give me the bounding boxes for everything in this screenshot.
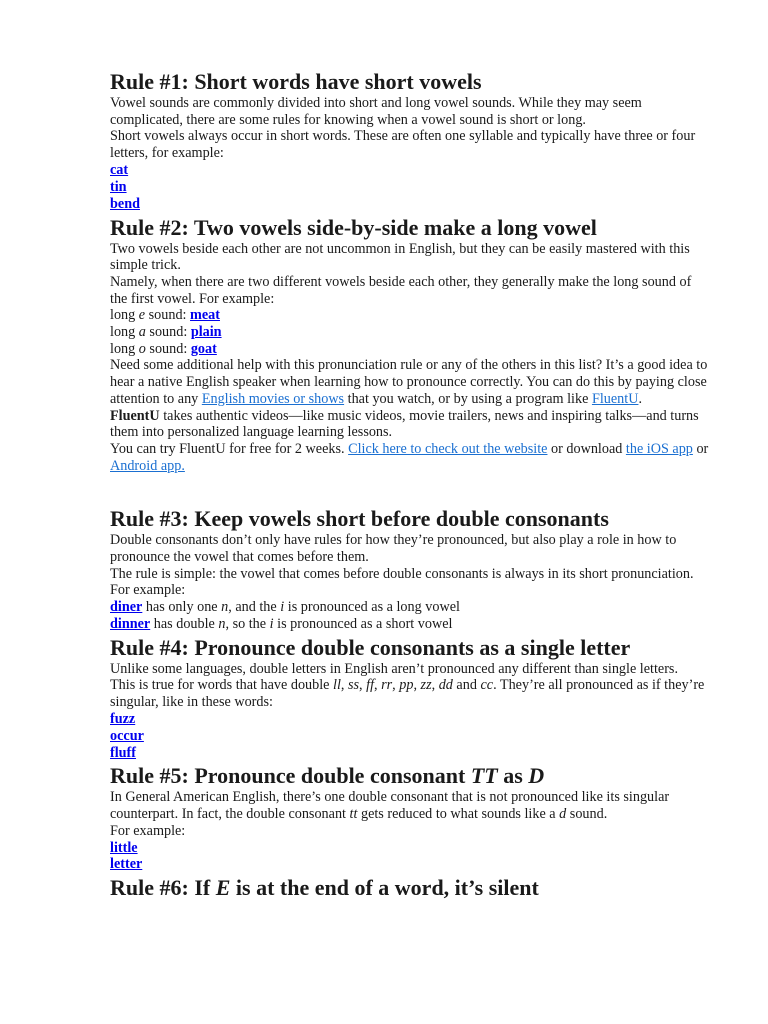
word-link-cat[interactable]: cat: [110, 161, 129, 178]
rule-2-example-e: long e sound: meat: [110, 307, 220, 324]
word-link-occur[interactable]: occur: [110, 727, 144, 744]
rule-4-heading: Rule #4: Pronounce double consonants as a single letter: [110, 634, 631, 660]
word-link-diner[interactable]: diner: [110, 599, 143, 616]
help-paragraph: Need some additional help with this pronunciation rule or any of the others in this list? It’s a good idea to hear a native English speaker when learning how to pronounce correctly. You can do this by paying close attention to any English movies or shows that you watch, or by using a program like FluentU.: [110, 357, 708, 407]
rule-3-example-diner: diner has only one n, and the i is pronounced as a long vowel: [110, 599, 460, 616]
rule-2-intro: Two vowels beside each other are not uncommon in English, but they can be easily mastered with this simple trick.: [110, 240, 690, 274]
rule-1-heading: Rule #1: Short words have short vowels: [110, 69, 482, 94]
rule-4-explanation: This is true for words that have double ll, ss, ff, rr, pp, zz, dd and cc. They’re all pronounced as if they’re singular, like in these words:: [110, 677, 705, 710]
rule-1-explanation: Short vowels always occur in short words. These are often one syllable and typically have three or four letters, for example:: [110, 128, 696, 162]
rule-3-explanation: The rule is simple: the vowel that comes before double consonants is always in its short pronunciation. For example:: [110, 565, 694, 599]
fluentu-link[interactable]: FluentU: [591, 390, 639, 407]
rule-2-heading: Rule #2: Two vowels side-by-side make a long vowel: [110, 214, 597, 240]
word-link-meat[interactable]: meat: [190, 307, 220, 324]
rule-2-example-a: long a sound: plain: [110, 324, 222, 341]
fluentu-paragraph: FluentU takes authentic videos—like music videos, movie trailers, news and inspiring talks—and turns them into personalized language learning lessons.: [110, 407, 699, 441]
website-link[interactable]: Click here to check out the website: [348, 440, 548, 457]
android-app-link[interactable]: Android app.: [110, 457, 185, 474]
rule-3-example-dinner: dinner has double n, so the i is pronounced as a short vowel: [110, 615, 453, 632]
word-link-goat[interactable]: goat: [190, 340, 217, 357]
rule-3-intro: Double consonants don’t only have rules for how they’re pronounced, but also play a role in how to pronounce the vowel that comes before them.: [110, 532, 677, 566]
fluentu-brand: FluentU: [110, 407, 160, 424]
rule-3-heading: Rule #3: Keep vowels short before double consonants: [110, 506, 609, 532]
word-link-little[interactable]: little: [110, 839, 138, 856]
section-spacer: [110, 474, 712, 504]
word-link-letter[interactable]: letter: [110, 856, 143, 873]
word-link-bend[interactable]: bend: [110, 195, 140, 212]
try-paragraph: You can try FluentU for free for 2 weeks. Click here to check out the website or download the iOS app or Android app.: [110, 440, 709, 474]
word-link-fuzz[interactable]: fuzz: [110, 710, 136, 727]
word-link-fluff[interactable]: fluff: [110, 744, 137, 761]
word-link-dinner[interactable]: dinner: [110, 615, 151, 632]
rule-5-example-label: For example:: [110, 822, 186, 839]
english-movies-link[interactable]: English movies or shows: [201, 390, 345, 407]
word-link-tin[interactable]: tin: [110, 178, 127, 195]
rule-5-explanation: In General American English, there’s one double consonant that is not pronounced like its singular counterpart. In fact, the double consonant tt gets reduced to what sounds like a d sound.: [110, 789, 670, 823]
rule-2-explanation: Namely, when there are two different vowels beside each other, they generally make the long sound of the first vowel. For example:: [110, 273, 692, 307]
word-link-plain[interactable]: plain: [190, 324, 222, 341]
rule-2-example-o: long o sound: goat: [110, 340, 217, 357]
rule-1-intro: Vowel sounds are commonly divided into short and long vowel sounds. While they may seem complicated, there are some rules for knowing when a vowel sound is short or long.: [110, 95, 642, 128]
rule-5-heading: Rule #5: Pronounce double consonant TT as D: [110, 763, 545, 789]
rule-4-intro: Unlike some languages, double letters in English aren’t pronounced any different than single letters.: [110, 660, 679, 677]
rule-6-heading: Rule #6: If E is at the end of a word, it’s silent: [110, 875, 539, 901]
ios-app-link[interactable]: the iOS app: [625, 440, 693, 457]
